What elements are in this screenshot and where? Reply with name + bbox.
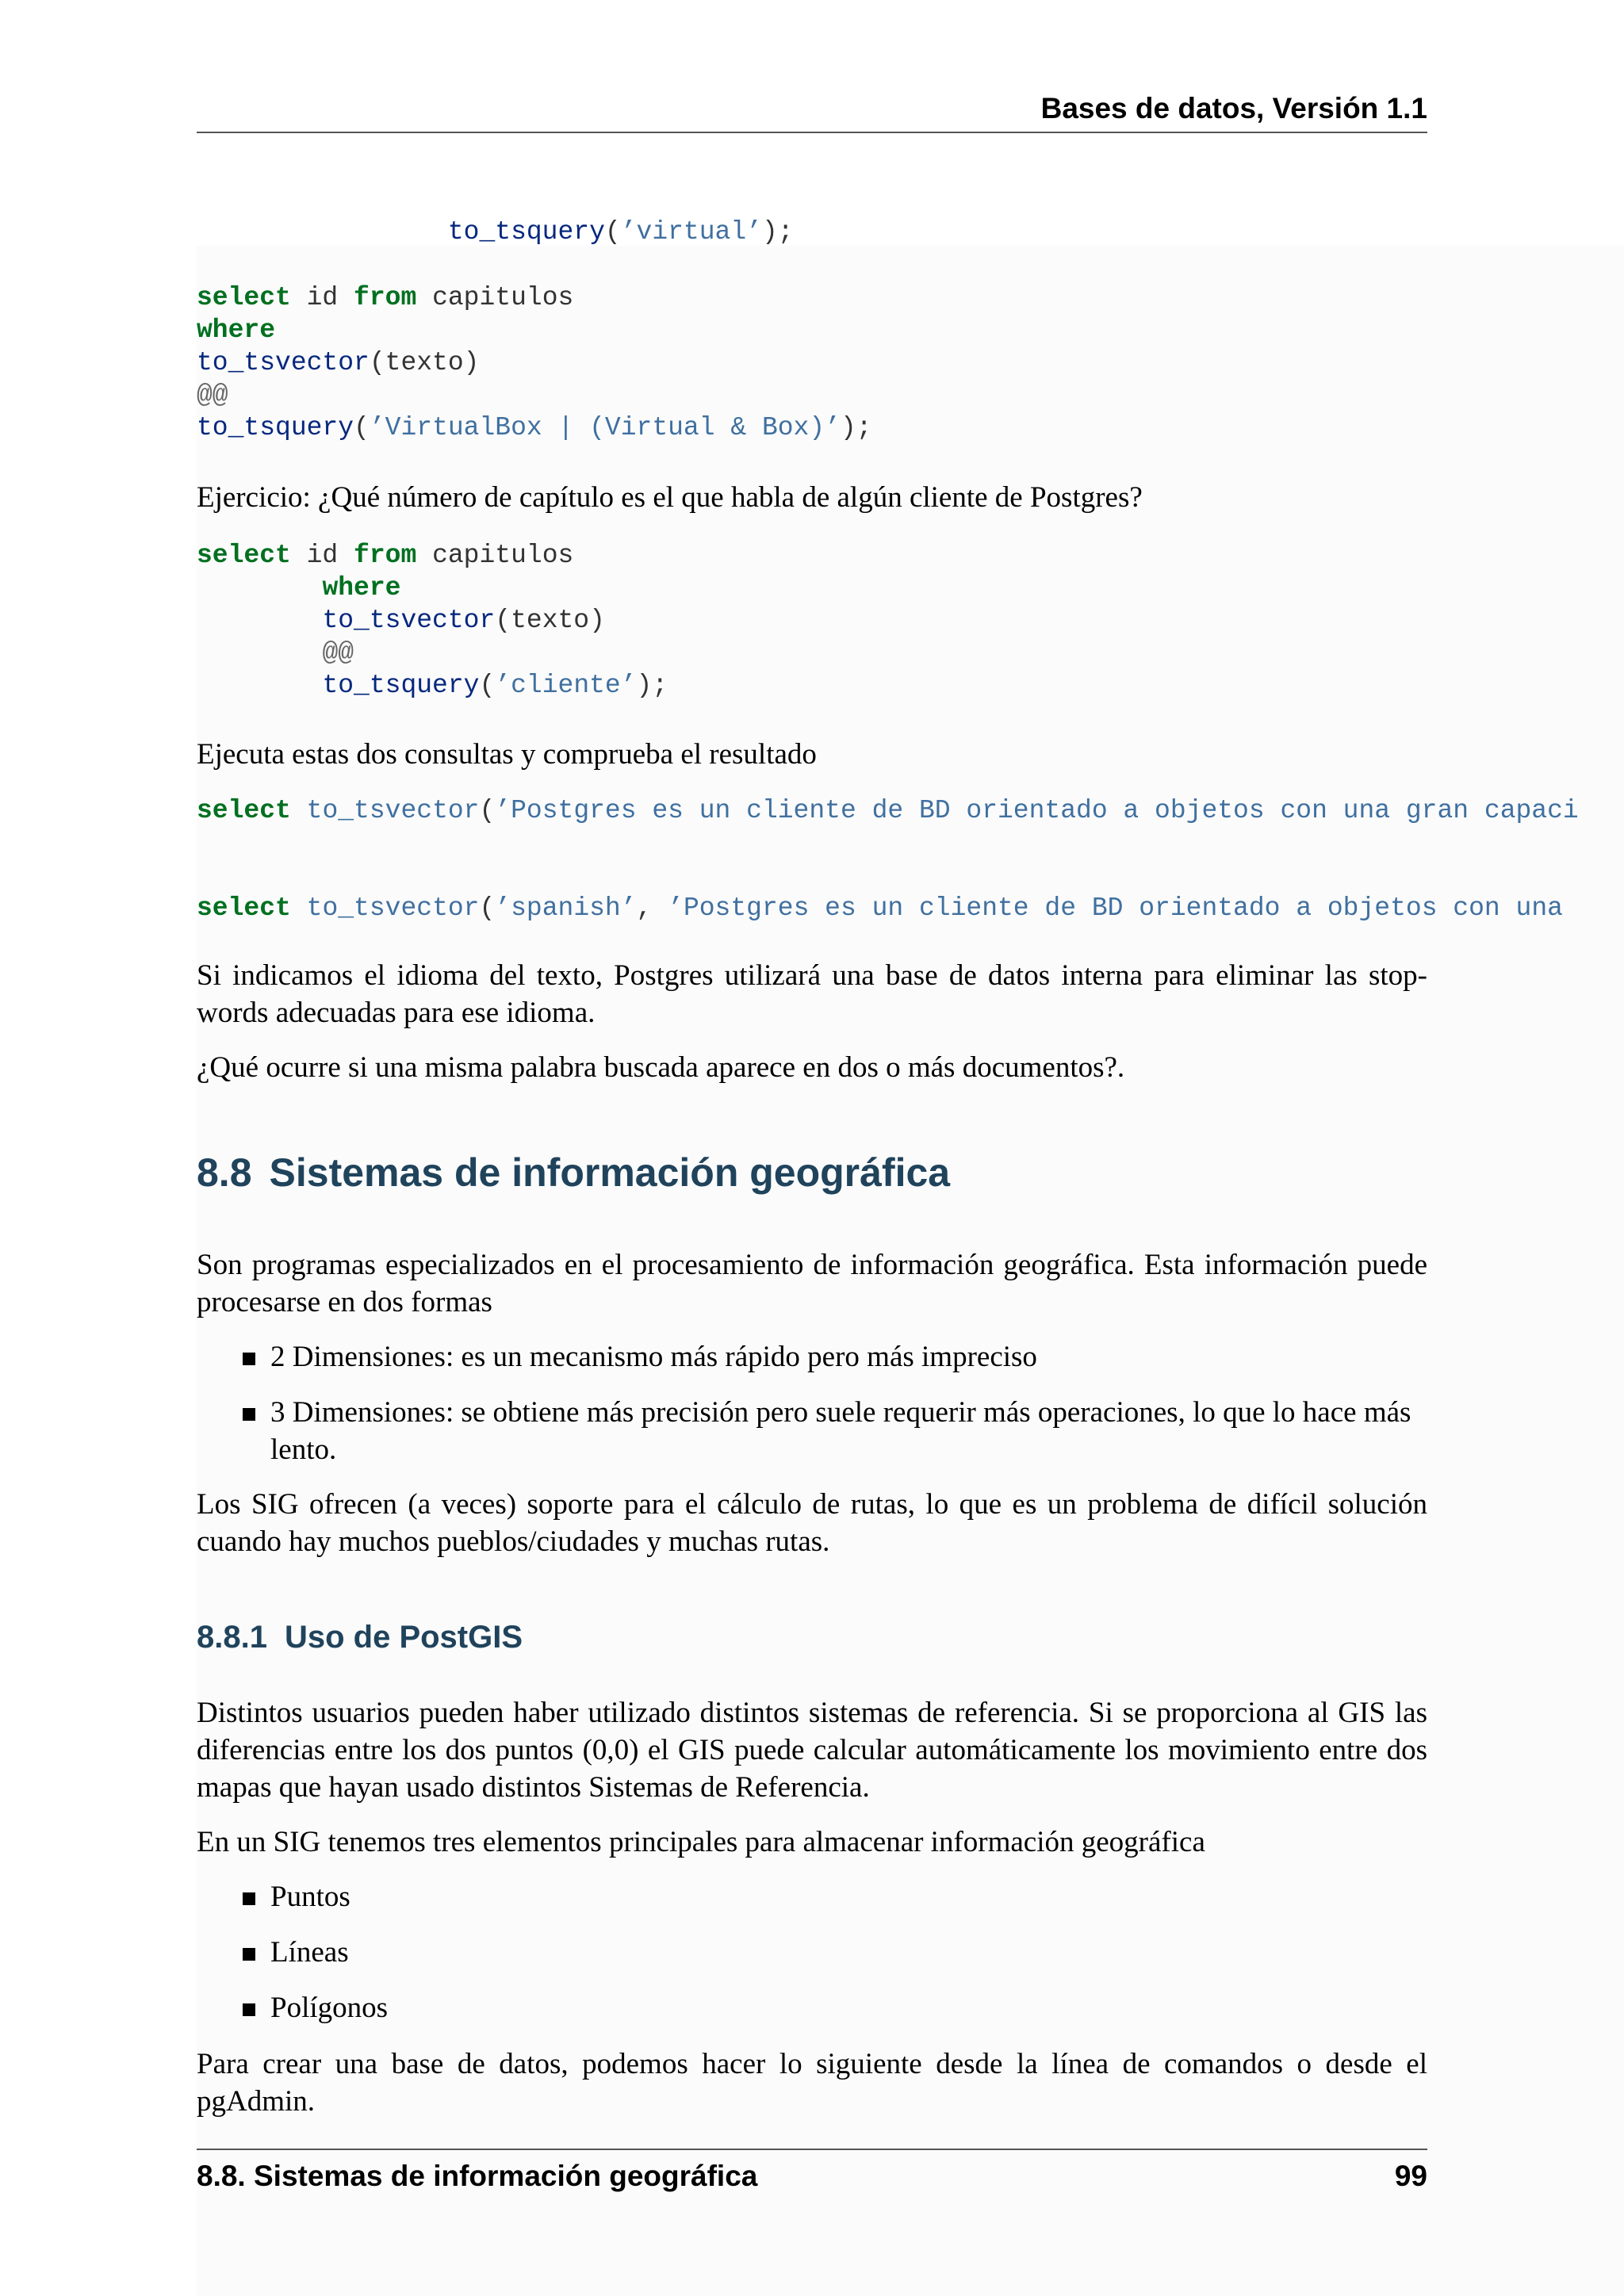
code-function: to_tsvector [197, 348, 370, 377]
paragraph-ejercicio: Ejercicio: ¿Qué número de capítulo es el que habla de algún cliente de Postgres? [197, 481, 1143, 514]
code-keyword: select [197, 541, 291, 570]
code-function: to_tsvector [306, 796, 480, 825]
paragraph-sig-rutas: Los SIG ofrecen (a veces) soporte para el cálculo de rutas, lo que es un problema de difícil solución cuando hay muchos pueblos/ciudades y muchas rutas. [197, 1488, 1427, 1558]
code-text: id [290, 283, 354, 312]
list-item-puntos: Puntos [270, 1881, 350, 1913]
section-number: 8.8 [197, 1150, 252, 1195]
code-block-select-virtualbox [197, 281, 872, 444]
code-indent [197, 217, 448, 247]
code-indent [197, 573, 322, 603]
code-text: (texto) [369, 348, 480, 377]
paragraph-ocurre: ¿Qué ocurre si una misma palabra buscada aparece en dos o más documentos?. [197, 1051, 1125, 1084]
code-keyword: where [197, 316, 276, 345]
bullet-icon [243, 1948, 255, 1961]
code-paren: ( [479, 894, 496, 923]
running-footer [197, 2160, 1427, 2193]
code-indent [197, 638, 322, 668]
code-block-tsquery-virtual [197, 216, 794, 248]
list-item-lineas: Líneas [270, 1936, 349, 1969]
paragraph-elementos: En un SIG tenemos tres elementos principales para almacenar información geográfica [197, 1826, 1205, 1858]
code-indent [197, 606, 322, 635]
section-heading-8-8 [197, 1150, 950, 1196]
code-string: ’VirtualBox | (Virtual & Box)’ [369, 413, 841, 442]
running-header: Bases de datos, Versión 1.1 [1040, 92, 1427, 124]
code-keyword: select [197, 283, 291, 312]
list-item-poligonos: Polígonos [270, 1992, 389, 2024]
code-text: (texto) [495, 606, 605, 635]
list-item-3d: 3 Dimensiones: se obtiene más precisión pero suele requerir más operaciones, lo que lo hace más lento. [270, 1396, 1411, 1466]
code-text: id [290, 541, 354, 570]
code-paren: ( [354, 413, 370, 442]
subsection-heading-8-8-1 [197, 1620, 523, 1655]
list-item-2d: 2 Dimensiones: es un mecanismo más rápido pero más impreciso [270, 1341, 1037, 1373]
code-function: to_tsquery [447, 217, 605, 247]
code-operator: @@ [322, 638, 354, 668]
code-line-tsvector-spanish [197, 892, 1563, 924]
bullet-icon [243, 1892, 255, 1905]
code-close: ); [761, 217, 794, 247]
code-block-select-cliente [197, 539, 668, 702]
code-indent [197, 671, 322, 700]
footer-rule [197, 2149, 1427, 2150]
paragraph-crear: Para crear una base de datos, podemos hacer lo siguiente desde la línea de comandos o desde el pgAdmin. [197, 2048, 1427, 2118]
code-paren: ( [479, 671, 496, 700]
code-close: ); [840, 413, 872, 442]
page-number: 99 [1394, 2160, 1427, 2192]
code-separator: , [636, 894, 668, 923]
code-function: to_tsvector [322, 606, 496, 635]
code-paren: ( [479, 796, 496, 825]
paragraph-programas: Son programas especializados en el procesamiento de información geográfica. Esta información puede procesarse en dos formas [197, 1249, 1427, 1318]
footer-section-title: 8.8. Sistemas de información geográfica [197, 2160, 758, 2192]
code-text: capitulos [416, 541, 574, 570]
paragraph-ejecuta: Ejecuta estas dos consultas y comprueba el resultado [197, 738, 817, 771]
code-string: ’Postgres es un cliente de BD orientado a objetos con una [668, 894, 1563, 923]
section-title: Sistemas de información geográfica [269, 1150, 951, 1195]
code-operator: @@ [197, 381, 228, 410]
bullet-icon [243, 2003, 255, 2016]
code-keyword: select [197, 796, 291, 825]
code-text: capitulos [416, 283, 574, 312]
code-keyword: from [354, 283, 417, 312]
code-paren: ( [604, 217, 621, 247]
paragraph-idioma: Si indicamos el idioma del texto, Postgres utilizará una base de datos interna para eliminar las stop-words adecuadas para ese idioma. [197, 959, 1427, 1029]
code-string: ’spanish’ [495, 894, 637, 923]
code-keyword: from [354, 541, 417, 570]
bullet-icon [243, 1353, 255, 1365]
subsection-title: Uso de PostGIS [284, 1620, 523, 1655]
code-string: ’cliente’ [495, 671, 637, 700]
paragraph-usuarios: Distintos usuarios pueden haber utilizado distintos sistemas de referencia. Si se proporciona al GIS las diferencias entre los dos puntos (0,0) el GIS puede calcular automáticamente los movimiento entre dos mapas que hayan usado distintos Sistemas de Referencia. [197, 1697, 1427, 1804]
bullet-icon [243, 1408, 255, 1421]
code-string: ’Postgres es un cliente de BD orientado a objetos con una gran capaci [495, 796, 1579, 825]
code-string: ’virtual’ [620, 217, 762, 247]
code-function: to_tsquery [322, 671, 480, 700]
subsection-number: 8.8.1 [197, 1620, 267, 1655]
code-function: to_tsquery [197, 413, 354, 442]
code-keyword: where [322, 573, 401, 603]
code-keyword: select [197, 894, 291, 923]
code-close: ); [636, 671, 668, 700]
code-function: to_tsvector [306, 894, 480, 923]
header-rule [197, 132, 1427, 133]
code-line-tsvector-default [197, 794, 1579, 827]
